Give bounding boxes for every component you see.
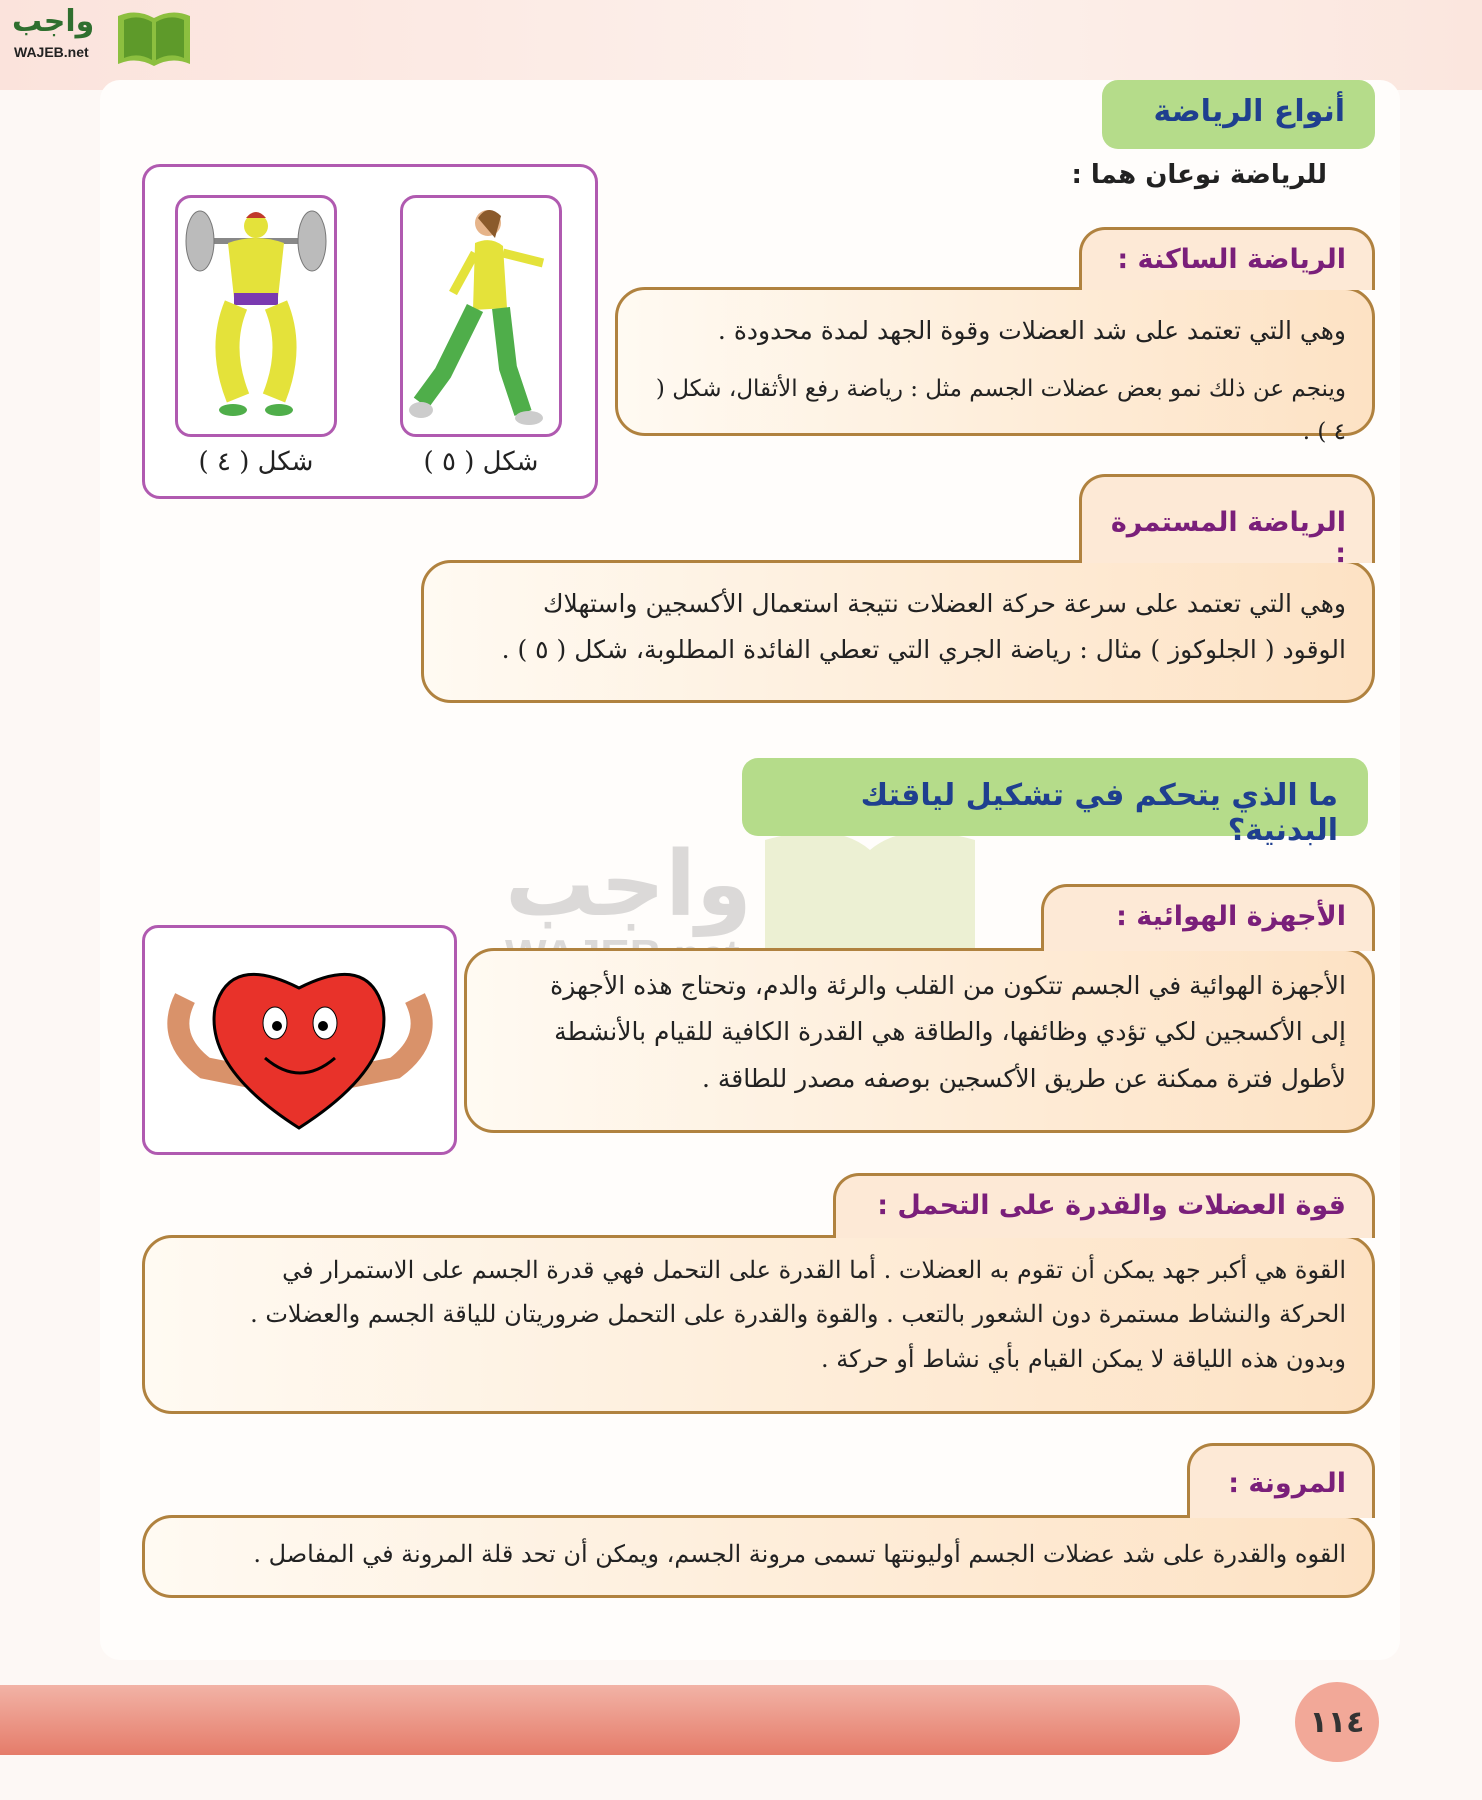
- strength-line-2: الحركة والنشاط مستمرة دون الشعور بالتعب . والقوة والقدرة على التحمل ضروريتان للياقة الجسم والعضلات .: [250, 1300, 1346, 1329]
- figure-caption-4: شكل ( ٤ ): [198, 447, 314, 477]
- figures-box: [142, 164, 598, 499]
- section-title-fitness: ما الذي يتحكم في تشكيل لياقتك البدنية؟: [742, 758, 1368, 836]
- book-icon: [114, 8, 194, 68]
- static-sport-card: [615, 287, 1375, 445]
- continuous-line-2: الوقود ( الجلوكوز ) مثال : رياضة الجري التي تعطي الفائدة المطلوبة، شكل ( ٥ ) .: [501, 635, 1346, 665]
- page-number: ١١٤: [1295, 1682, 1379, 1762]
- heart-figure-box: [142, 925, 457, 1155]
- muscular-heart-illustration: [145, 928, 454, 1152]
- static-sport-title: الرياضة الساكنة :: [1079, 227, 1375, 290]
- flexibility-line-1: القوه والقدرة على شد عضلات الجسم أوليونتها تسمى مرونة الجسم، ويمكن أن تحد قلة المرونة في المفاصل .: [253, 1540, 1346, 1568]
- figure-runner: [400, 195, 562, 437]
- strength-line-1: القوة هي أكبر جهد يمكن أن تقوم به العضلات . أما القدرة على التحمل فهي قدرة الجسم على الاستمرار في: [282, 1256, 1346, 1284]
- figure-weightlifter: [175, 195, 337, 437]
- strength-card: [142, 1235, 1375, 1414]
- static-line-2: وينجم عن ذلك نمو بعض عضلات الجسم مثل : رياضة رفع الأثقال، شكل ( ٤ ) .: [655, 376, 1346, 445]
- continuous-sport-title: الرياضة المستمرة :: [1079, 474, 1375, 563]
- intro-text: للرياضة نوعان هما :: [1071, 160, 1327, 190]
- runner-illustration: [403, 198, 559, 434]
- aerobic-title: الأجهزة الهوائية :: [1041, 884, 1375, 951]
- footer-bar: [0, 1685, 1240, 1755]
- logo-latin: WAJEB.net: [14, 44, 89, 60]
- weightlifter-illustration: [178, 198, 334, 434]
- continuous-line-1: وهي التي تعتمد على سرعة حركة العضلات نتيجة استعمال الأكسجين واستهلاك: [542, 589, 1346, 618]
- wajeb-logo: [8, 4, 198, 68]
- strength-title: قوة العضلات والقدرة على التحمل :: [833, 1173, 1375, 1238]
- figure-caption-5: شكل ( ٥ ): [423, 447, 539, 477]
- aerobic-line-1: الأجهزة الهوائية في الجسم تتكون من القلب والرئة والدم، وتحتاج هذه الأجهزة: [550, 971, 1346, 1000]
- logo-arabic: واجب: [12, 4, 95, 39]
- aerobic-line-3: لأطول فترة ممكنة عن طريق الأكسجين بوصفه مصدر للطاقة .: [701, 1063, 1346, 1093]
- aerobic-line-2: إلى الأكسجين لكي تؤدي وظائفها، والطاقة هي القدرة الكافية للقيام بالأنشطة: [554, 1017, 1346, 1047]
- flexibility-title: المرونة :: [1187, 1443, 1375, 1518]
- svg-text:واجب: واجب: [505, 832, 752, 937]
- flexibility-card: [142, 1515, 1375, 1598]
- strength-line-3: وبدون هذه اللياقة لا يمكن القيام بأي نشاط أو حركة .: [821, 1344, 1346, 1373]
- static-line-1: وهي التي تعتمد على شد العضلات وقوة الجهد لمدة محدودة .: [717, 316, 1346, 345]
- top-band: [0, 0, 1482, 90]
- continuous-sport-card: [421, 560, 1375, 703]
- section-title-sports-types: أنواع الرياضة: [1102, 80, 1375, 149]
- aerobic-card: [464, 948, 1375, 1133]
